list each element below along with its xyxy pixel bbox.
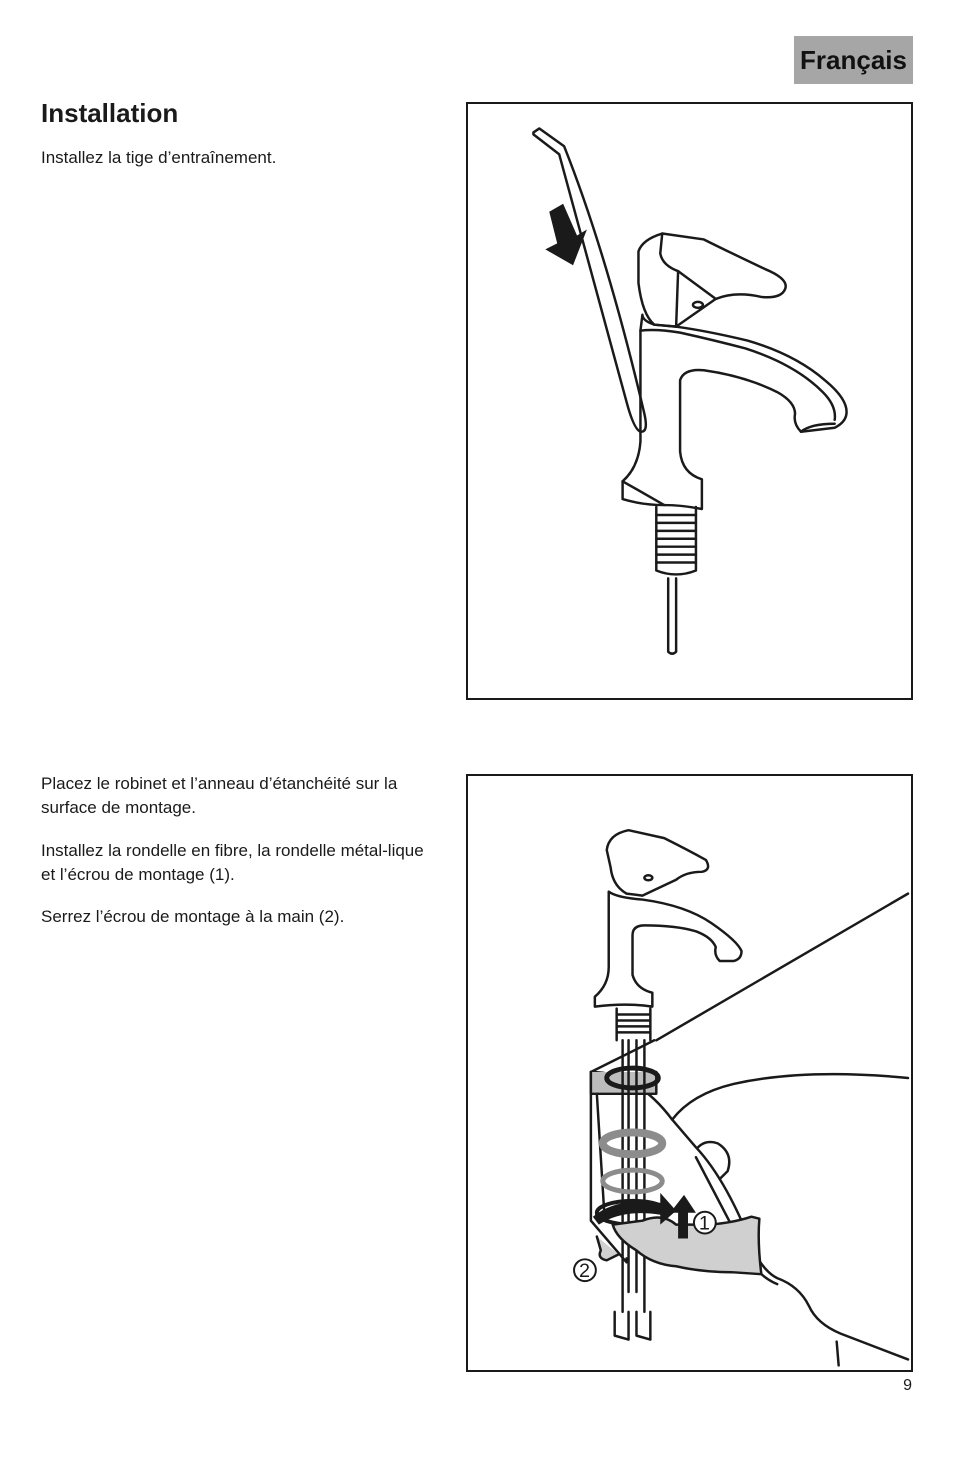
callout-2: 2 — [578, 1260, 591, 1283]
step2-paragraph-1: Placez le robinet et l’anneau d’étanchéité sur la surface de montage. — [41, 774, 398, 817]
faucet-icon — [607, 830, 708, 895]
lift-rod-icon — [533, 128, 645, 431]
faucet-lift-rod-illustration — [468, 104, 911, 698]
step1-instruction: Installez la tige d’entraînement. — [41, 148, 277, 167]
faucet-icon — [623, 315, 847, 509]
faucet-mounting-illustration — [468, 776, 911, 1370]
step2-paragraph-3: Serrez l’écrou de montage à la main (2). — [41, 907, 345, 926]
language-tab: Français — [794, 36, 913, 84]
rotate-arrow-icon — [593, 1193, 676, 1225]
callout-1: 1 — [698, 1212, 710, 1235]
figure-mount-faucet — [466, 774, 913, 1372]
section-title: Installation — [41, 98, 179, 128]
threaded-shank — [656, 507, 696, 574]
down-arrow-icon — [545, 204, 587, 265]
step2-paragraph-2: Installez la rondelle en fibre, la rondelle métal-lique et l’écrou de montage (1). — [41, 841, 424, 884]
figure-install-lift-rod — [466, 102, 913, 700]
page-number: 9 — [903, 1377, 912, 1394]
sink-countertop-icon — [656, 894, 908, 1041]
